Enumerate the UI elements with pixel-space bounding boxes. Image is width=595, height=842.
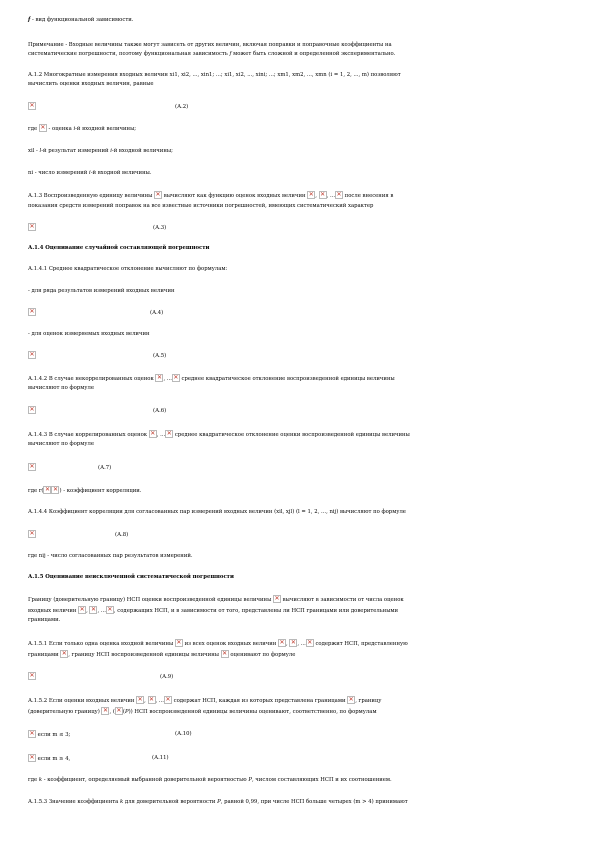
equation-number: (А.2) (175, 104, 189, 110)
para-a144: А.1.4.4 Коэффициент корреляции для согласованных пар измерений входных величин (xil, xjl) (l = 1, 2, ..., nij) вычисляют по формуле (28, 509, 406, 515)
broken-image-icon (306, 639, 314, 647)
broken-image-icon (28, 730, 36, 738)
para-a153: А.1.5.3 Значение коэффициента k для доверительной вероятности P, равной 0,99, при числе НСП больше четырех (m > 4) принимают (28, 799, 408, 805)
formula-a8 (28, 530, 568, 539)
equation-number: (А.10) (175, 731, 192, 737)
formula-a5 (28, 351, 568, 360)
broken-image-icon (43, 486, 51, 494)
note-line-2: систематические погрешности, поэтому функциональная зависимость f может быть сложной и определенной экспериментально. (28, 51, 396, 57)
broken-image-icon (307, 191, 315, 199)
list-item-estimates: - для оценок измеряемых входных величин (28, 331, 150, 337)
where-pairs: где nij - число согласованных пар результатов измерений. (28, 553, 193, 559)
para-a15-line-2: входных величин ✕, ✕, ...✕ , содержащих НСП, и в зависимости от того, представлены ли НСП границами или доверительными (28, 606, 568, 615)
broken-image-icon (101, 707, 109, 715)
broken-image-icon (347, 696, 355, 704)
broken-image-icon (289, 639, 297, 647)
broken-image-icon (28, 102, 36, 110)
broken-image-icon (221, 650, 229, 658)
heading-a14: А.1.4 Оценивание случайной составляющей погрешности (28, 245, 210, 251)
formula-a2 (28, 102, 568, 111)
para-a12-line-1: А.1.2 Многократные измерения входных величин xi1, xi2, ..., xin1; ...; xi1, xi2, ..., xini; ...; xm1, xm2, ..., xmn (i = 1, 2, ..., m) позволяют (28, 72, 401, 78)
broken-image-icon (154, 191, 162, 199)
broken-image-icon (28, 351, 36, 359)
formula-a6 (28, 406, 568, 415)
equation-number: (А.3) (153, 225, 167, 231)
para-a13-line-2: показания средств измерений поправок на все известные источники погрешностей, имеющих систематический характер (28, 203, 374, 209)
broken-image-icon (28, 406, 36, 414)
broken-image-icon (51, 486, 59, 494)
broken-image-icon (155, 374, 163, 382)
heading-a15: А.1.5 Оценивание неисключенной систематической погрешности (28, 574, 234, 580)
formula-a11: ✕ если m ≥ 4, (А.11) (28, 754, 568, 763)
broken-image-icon (60, 650, 68, 658)
broken-image-icon (89, 606, 97, 614)
para-a13-line-1: А.1.3 Воспроизведенную единицу величины ✕ вычисляют как функцию оценок входных величин ✕, ✕, ...✕ после внесения в (28, 191, 568, 200)
broken-image-icon (28, 530, 36, 538)
equation-number: (А.11) (152, 755, 169, 761)
where-estimate: где ✕ - оценка i-й входной величины; (28, 124, 568, 133)
broken-image-icon (115, 707, 123, 715)
formula-a9 (28, 672, 568, 681)
note-line-1: Примечание - Входные величины также могут зависеть от других величин, включая поправки и поправочные коэффициенты на (28, 42, 392, 48)
broken-image-icon (149, 430, 157, 438)
para-a152-line-1: А.1.5.2 Если оценки входных величин ✕, ✕, ...✕ содержат НСП, каждая из которых представлена границами ✕, границу (28, 696, 568, 705)
broken-image-icon (165, 430, 173, 438)
para-a15-line-1: Границу (доверительную границу) НСП оценки воспроизведенной единицы величины ✕ вычисляют в зависимости от числа оценок (28, 595, 568, 604)
broken-image-icon (106, 606, 114, 614)
equation-number: (А.5) (153, 353, 167, 359)
list-item-series: - для ряда результатов измерений входных величин (28, 288, 175, 294)
where-k: где k - коэффициент, определяемый выбранной доверительной вероятностью P, числом составляющих НСП и их соотношением. (28, 777, 392, 783)
broken-image-icon (39, 124, 47, 132)
where-count: ni - число измерений i-й входной величины. (28, 170, 152, 176)
equation-number: (А.9) (160, 674, 174, 680)
formula-a3 (28, 223, 568, 232)
broken-image-icon (136, 696, 144, 704)
equation-number: (А.6) (153, 408, 167, 414)
para-a12-line-2: вычислить оценки входных величин, равные (28, 81, 154, 87)
broken-image-icon (28, 463, 36, 471)
broken-image-icon (273, 595, 281, 603)
formula-a10: ✕ если m ≤ 3; (А.10) (28, 730, 568, 739)
broken-image-icon (319, 191, 327, 199)
equation-number: (А.7) (98, 465, 112, 471)
broken-image-icon (28, 754, 36, 762)
where-result: xil - l-й результат измерений i-й входной величины; (28, 148, 173, 154)
broken-image-icon (278, 639, 286, 647)
para-a142-line-2: вычисляют по формуле (28, 385, 94, 391)
para-a142-line-1: А.1.4.2 В случае некоррелированных оценок ✕, ...✕ среднее квадратическое отклонение воспроизведенной единицы величины (28, 374, 568, 383)
para-a143-line-1: А.1.4.3 В случае коррелированных оценок ✕, ...✕ среднее квадратическое отклонение оценки воспроизведенной единицы величины (28, 430, 568, 439)
broken-image-icon (164, 696, 172, 704)
formula-a7 (28, 463, 568, 472)
para-a152-line-2: (доверительную границу) ✕, (✕ (P)) НСП воспроизведенной единицы величины оценивают, соответственно, по формулам (28, 707, 568, 716)
broken-image-icon (28, 223, 36, 231)
broken-image-icon (148, 696, 156, 704)
where-correlation: где r(✕✕ ) - коэффициент корреляции. (28, 486, 568, 495)
broken-image-icon (335, 191, 343, 199)
formula-a4 (28, 308, 568, 317)
broken-image-icon (28, 672, 36, 680)
broken-image-icon (28, 308, 36, 316)
equation-number: (А.8) (115, 532, 129, 538)
para-a15-line-3: границами. (28, 617, 61, 623)
broken-image-icon (78, 606, 86, 614)
para-a143-line-2: вычисляют по формуле (28, 441, 94, 447)
para-a151-line-2: границами ✕, границу НСП воспроизведенной единицы величины ✕ оценивают по формуле (28, 650, 568, 659)
equation-number: (А.4) (150, 310, 164, 316)
broken-image-icon (172, 374, 180, 382)
line-f-definition: f - вид функциональной зависимости. (28, 17, 134, 23)
para-a151-line-1: А.1.5.1 Если только одна оценка входной величины ✕ из всех оценок входных величин ✕, ✕, ...✕ содержит НСП, представленную (28, 639, 568, 648)
broken-image-icon (175, 639, 183, 647)
para-a141: А.1.4.1 Среднее квадратическое отклонение вычисляют по формулам: (28, 266, 228, 272)
